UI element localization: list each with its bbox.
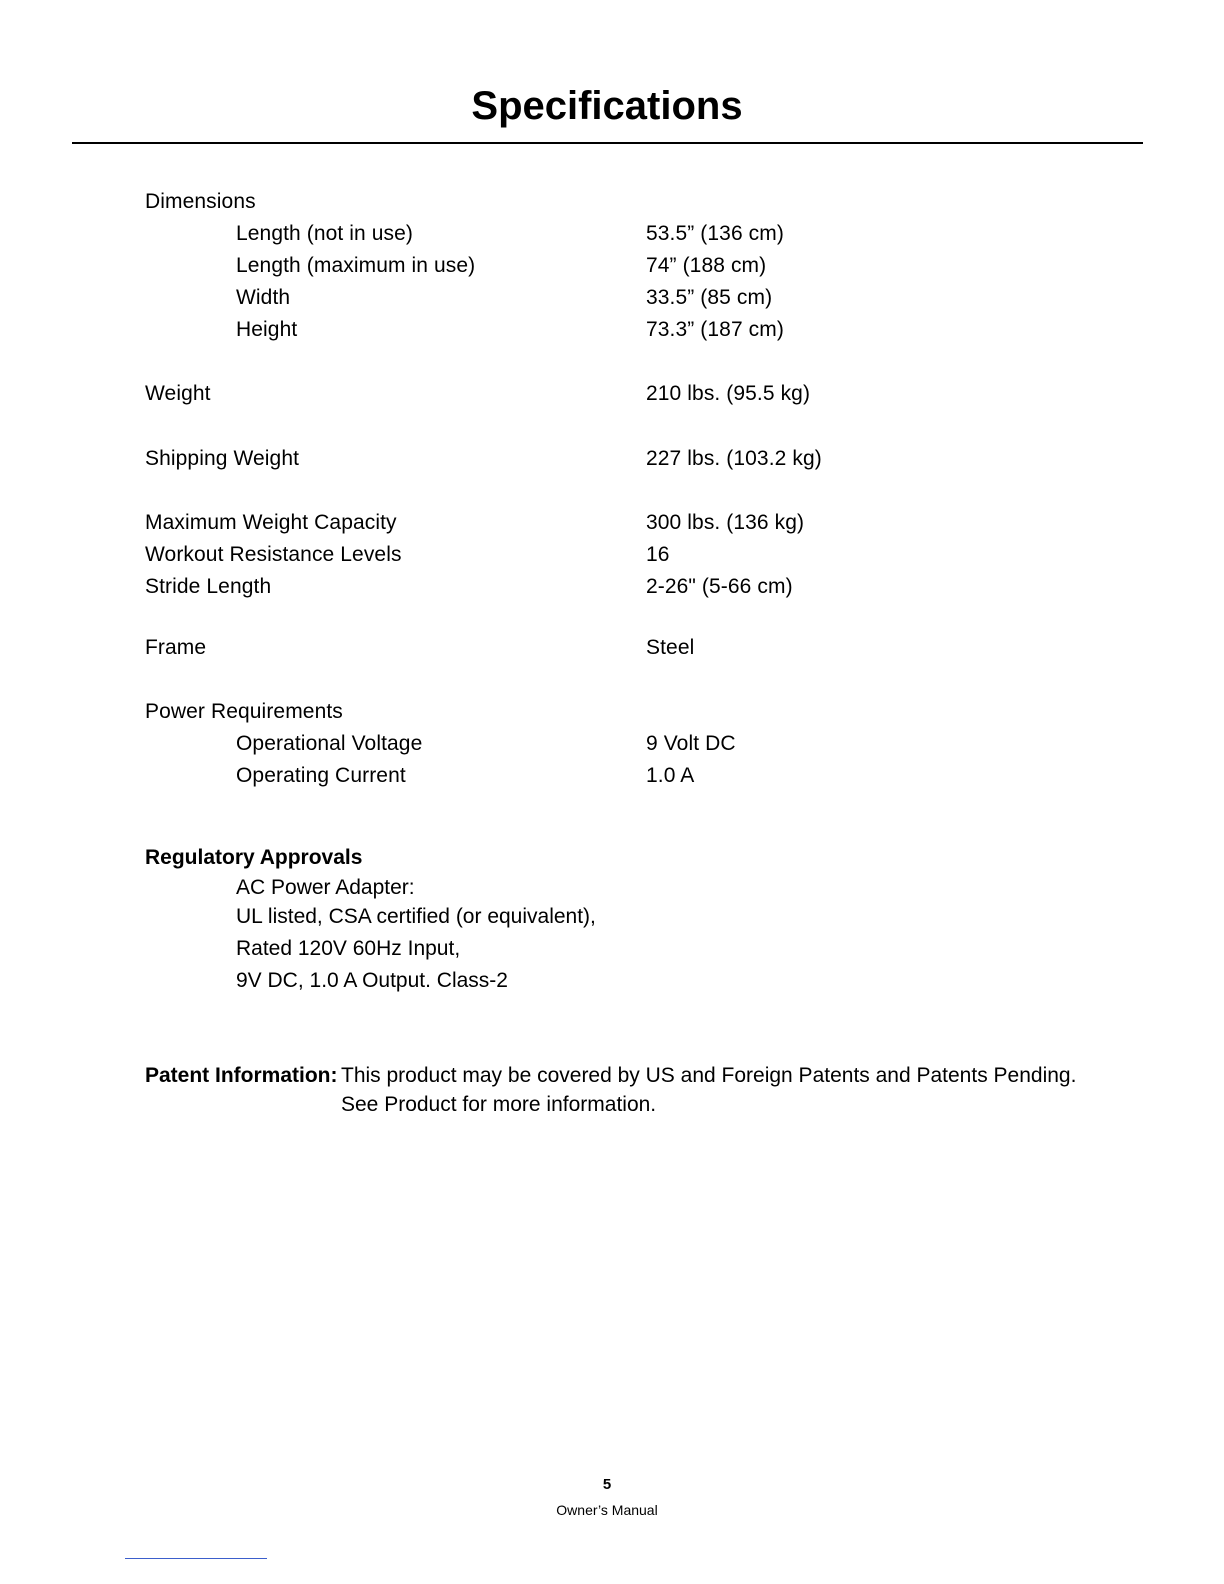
- spec-value: 16: [646, 543, 670, 566]
- spec-label: Dimensions: [145, 190, 256, 213]
- spec-row-weight: [0, 377, 1224, 411]
- regulatory-line: Rated 120V 60Hz Input,: [236, 937, 461, 960]
- spec-label: Stride Length: [145, 575, 272, 598]
- spec-label: Length (not in use): [236, 222, 414, 245]
- spec-value: 210 lbs. (95.5 kg): [646, 382, 811, 405]
- spec-value: 74” (188 cm): [646, 254, 767, 277]
- spec-value: Steel: [646, 636, 695, 659]
- spec-value: 9 Volt DC: [646, 732, 736, 755]
- patent-label: Patent Information:: [145, 1064, 338, 1087]
- spec-label: Power Requirements: [145, 700, 343, 723]
- spec-label: Length (maximum in use): [236, 254, 476, 277]
- spec-label: Operating Current: [236, 764, 406, 787]
- spec-label: Frame: [145, 636, 207, 659]
- page-number: 5: [602, 1476, 612, 1493]
- regulatory-line: AC Power Adapter:: [236, 876, 415, 899]
- spec-row-length-max-in-use: [0, 249, 1224, 283]
- title-divider: [72, 142, 1143, 144]
- spec-value: 2-26" (5-66 cm): [646, 575, 793, 598]
- spec-value: 73.3” (187 cm): [646, 318, 784, 341]
- page-title: Specifications: [471, 84, 743, 128]
- spec-row-operating-current: [0, 759, 1224, 793]
- regulatory-heading: Regulatory Approvals: [145, 846, 363, 869]
- bottom-link-underline: [125, 1558, 267, 1559]
- spec-value: 1.0 A: [646, 764, 695, 787]
- spec-row-operational-voltage: [0, 727, 1224, 761]
- spec-row-power-requirements: [0, 695, 1224, 729]
- patent-line: This product may be covered by US and Foreign Patents and Patents Pending.: [341, 1064, 1077, 1087]
- spec-row-shipping-weight: [0, 442, 1224, 476]
- footer-manual-title: Owner’s Manual: [556, 1502, 658, 1518]
- regulatory-line: 9V DC, 1.0 A Output. Class-2: [236, 969, 508, 992]
- spec-row-height: [0, 313, 1224, 347]
- patent-line: See Product for more information.: [341, 1093, 657, 1116]
- spec-value: 300 lbs. (136 kg): [646, 511, 805, 534]
- spec-row-max-weight-capacity: [0, 506, 1224, 540]
- spec-label: Weight: [145, 382, 211, 405]
- spec-label: Width: [236, 286, 291, 309]
- spec-label: Maximum Weight Capacity: [145, 511, 397, 534]
- spec-label: Workout Resistance Levels: [145, 543, 402, 566]
- spec-row-length-not-in-use: [0, 217, 1224, 251]
- spec-value: 33.5” (85 cm): [646, 286, 773, 309]
- spec-value: 227 lbs. (103.2 kg): [646, 447, 822, 470]
- spec-row-width: [0, 281, 1224, 315]
- spec-label: Operational Voltage: [236, 732, 423, 755]
- spec-row-stride-length: [0, 570, 1224, 604]
- spec-row-dimensions: [0, 185, 1224, 219]
- spec-label: Shipping Weight: [145, 447, 300, 470]
- spec-value: 53.5” (136 cm): [646, 222, 784, 245]
- spec-row-resistance-levels: [0, 538, 1224, 572]
- regulatory-line: UL listed, CSA certified (or equivalent),: [236, 905, 596, 928]
- spec-row-frame: [0, 631, 1224, 665]
- spec-label: Height: [236, 318, 298, 341]
